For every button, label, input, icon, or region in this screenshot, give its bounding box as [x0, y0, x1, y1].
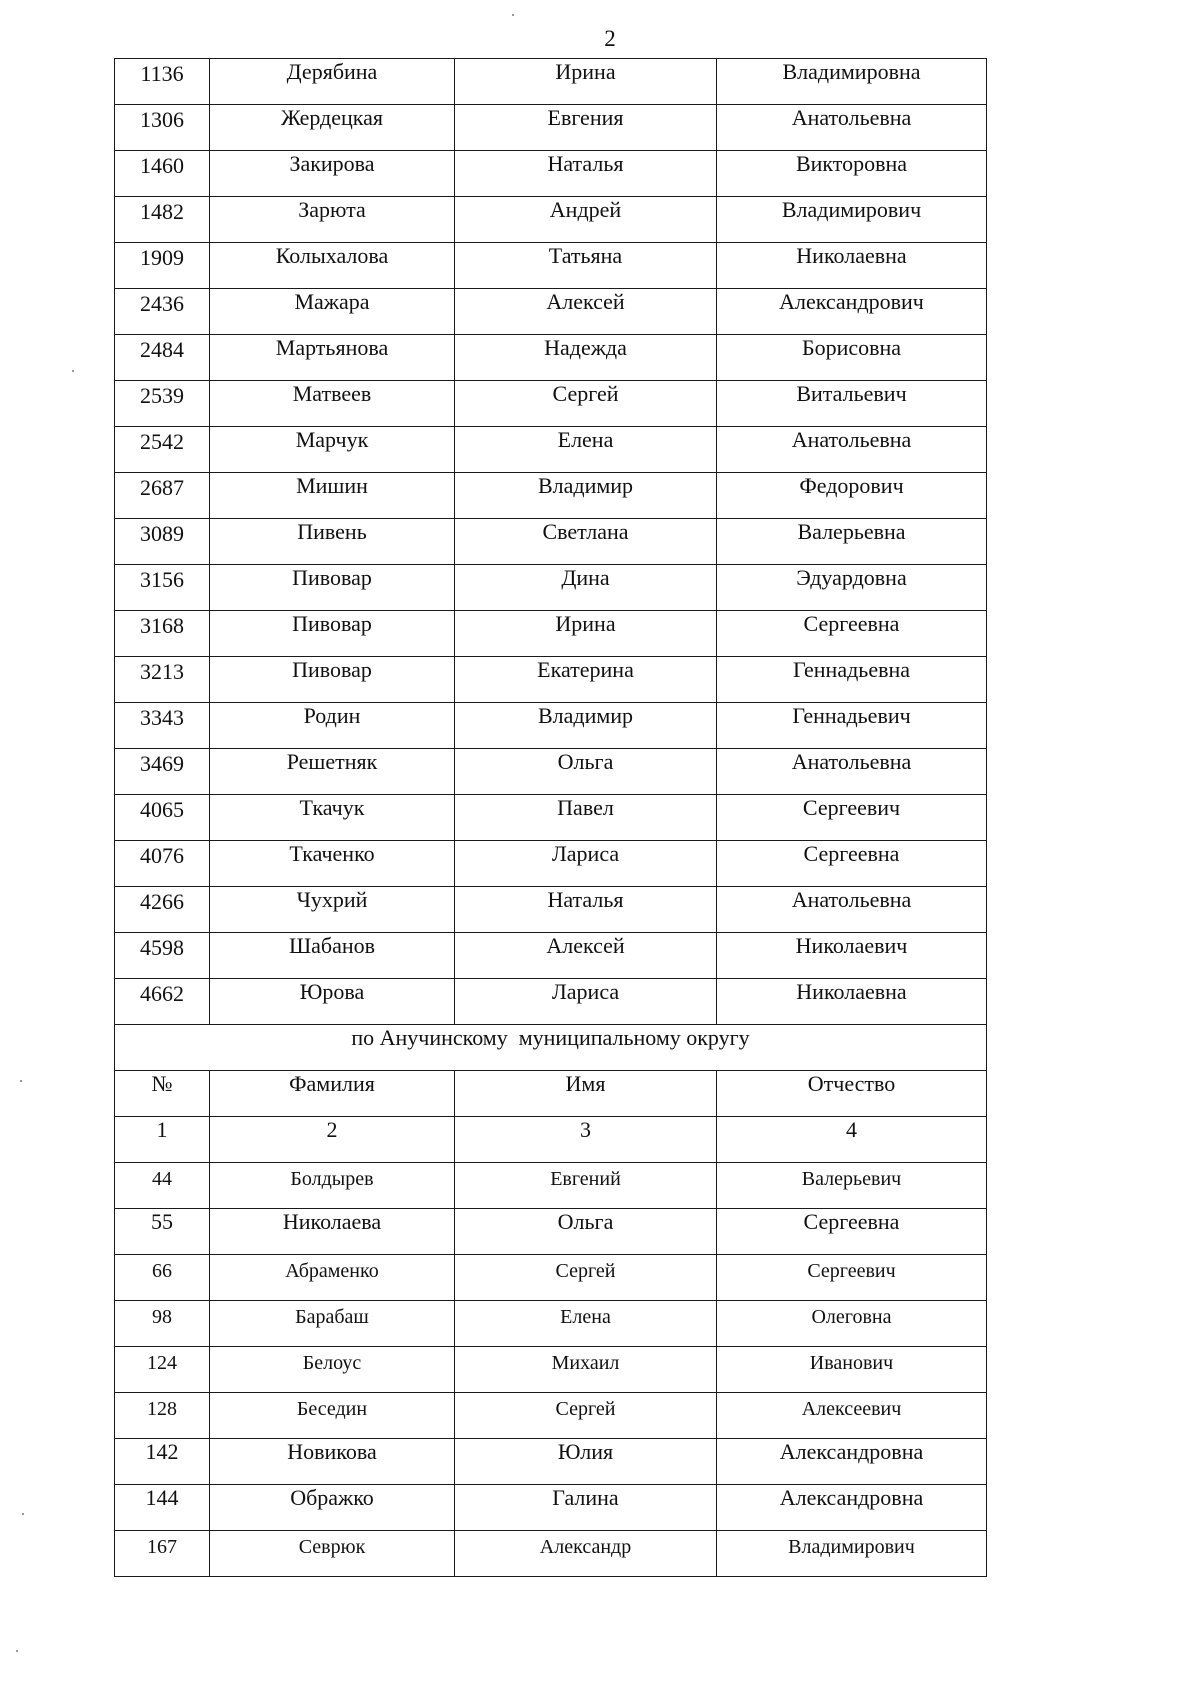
cell-surname: Чухрий [210, 887, 455, 933]
cell-number: 1460 [115, 151, 210, 197]
cell-surname: Жердецкая [210, 105, 455, 151]
cell-patronymic: Геннадьевич [717, 703, 987, 749]
cell-surname: Абраменко [210, 1255, 455, 1301]
cell-surname: Колыхалова [210, 243, 455, 289]
header-number: № [115, 1071, 210, 1117]
cell-patronymic: Эдуардовна [717, 565, 987, 611]
cell-patronymic: Федорович [717, 473, 987, 519]
cell-number: 1482 [115, 197, 210, 243]
scan-speck [22, 1513, 24, 1515]
cell-first-name: Владимир [455, 703, 717, 749]
cell-number: 4662 [115, 979, 210, 1025]
cell-number: 66 [115, 1255, 210, 1301]
cell-number: 2687 [115, 473, 210, 519]
cell-surname: Родин [210, 703, 455, 749]
section-title: по Анучинскому муниципальному округу [115, 1025, 987, 1071]
cell-first-name: Сергей [455, 1255, 717, 1301]
cell-number: 167 [115, 1531, 210, 1577]
cell-number: 3343 [115, 703, 210, 749]
cell-patronymic: Олеговна [717, 1301, 987, 1347]
cell-number: 3168 [115, 611, 210, 657]
cell-number: 144 [115, 1485, 210, 1531]
cell-first-name: Михаил [455, 1347, 717, 1393]
cell-patronymic: Александровна [717, 1439, 987, 1485]
scan-speck [512, 14, 514, 16]
cell-patronymic: Анатольевна [717, 427, 987, 473]
cell-patronymic: Николаевна [717, 243, 987, 289]
cell-patronymic: Валерьевна [717, 519, 987, 565]
table-row [115, 59, 987, 105]
cell-surname: Ткачук [210, 795, 455, 841]
cell-patronymic: Владимирович [717, 197, 987, 243]
cell-first-name: Надежда [455, 335, 717, 381]
cell-first-name: Владимир [455, 473, 717, 519]
cell-surname: Зарюта [210, 197, 455, 243]
cell-surname: Мишин [210, 473, 455, 519]
cell-patronymic: Александрович [717, 289, 987, 335]
header-col-4: 4 [717, 1117, 987, 1163]
cell-patronymic: Сергеевна [717, 611, 987, 657]
page-number: 2 [604, 26, 616, 51]
cell-patronymic: Владимирович [717, 1531, 987, 1577]
table-row [115, 197, 987, 243]
cell-first-name: Евгений [455, 1163, 717, 1209]
cell-first-name: Лариса [455, 841, 717, 887]
cell-number: 2484 [115, 335, 210, 381]
table-row [115, 1163, 987, 1209]
table-row [115, 427, 987, 473]
table-row [115, 1485, 987, 1531]
cell-number: 3469 [115, 749, 210, 795]
cell-number: 2542 [115, 427, 210, 473]
cell-surname: Шабанов [210, 933, 455, 979]
cell-patronymic: Анатольевна [717, 749, 987, 795]
cell-surname: Решетняк [210, 749, 455, 795]
table-row [115, 473, 987, 519]
cell-number: 44 [115, 1163, 210, 1209]
cell-first-name: Александр [455, 1531, 717, 1577]
cell-patronymic: Алексеевич [717, 1393, 987, 1439]
cell-surname: Пивень [210, 519, 455, 565]
cell-patronymic: Валерьевич [717, 1163, 987, 1209]
table-row [115, 933, 987, 979]
cell-patronymic: Сергеевич [717, 1255, 987, 1301]
header-patronymic: Отчество [717, 1071, 987, 1117]
cell-patronymic: Иванович [717, 1347, 987, 1393]
cell-first-name: Екатерина [455, 657, 717, 703]
cell-first-name: Ирина [455, 611, 717, 657]
cell-first-name: Ольга [455, 749, 717, 795]
table-row [115, 657, 987, 703]
cell-surname: Ткаченко [210, 841, 455, 887]
table-row [115, 1209, 987, 1255]
header-col-1: 1 [115, 1117, 210, 1163]
cell-first-name: Лариса [455, 979, 717, 1025]
cell-first-name: Елена [455, 427, 717, 473]
cell-first-name: Наталья [455, 151, 717, 197]
cell-number: 2539 [115, 381, 210, 427]
table-row [115, 519, 987, 565]
cell-patronymic: Геннадьевна [717, 657, 987, 703]
cell-patronymic: Борисовна [717, 335, 987, 381]
table-row [115, 289, 987, 335]
cell-number: 1136 [115, 59, 210, 105]
scan-speck [72, 370, 74, 372]
cell-patronymic: Николаевна [717, 979, 987, 1025]
cell-number: 2436 [115, 289, 210, 335]
cell-patronymic: Сергеевна [717, 841, 987, 887]
cell-first-name: Алексей [455, 289, 717, 335]
table-row [115, 105, 987, 151]
cell-surname: Марчук [210, 427, 455, 473]
cell-surname: Пивовар [210, 611, 455, 657]
cell-number: 4076 [115, 841, 210, 887]
cell-patronymic: Анатольевна [717, 887, 987, 933]
cell-first-name: Сергей [455, 381, 717, 427]
cell-patronymic: Александровна [717, 1485, 987, 1531]
cell-number: 128 [115, 1393, 210, 1439]
cell-number: 4065 [115, 795, 210, 841]
cell-number: 124 [115, 1347, 210, 1393]
table-row [115, 151, 987, 197]
cell-surname: Дерябина [210, 59, 455, 105]
header-col-2: 2 [210, 1117, 455, 1163]
cell-surname: Юрова [210, 979, 455, 1025]
table-row [115, 703, 987, 749]
table-row [115, 565, 987, 611]
scan-speck [20, 1080, 22, 1082]
table-row [115, 1439, 987, 1485]
header-col-3: 3 [455, 1117, 717, 1163]
cell-surname: Барабаш [210, 1301, 455, 1347]
cell-surname: Пивовар [210, 565, 455, 611]
cell-first-name: Юлия [455, 1439, 717, 1485]
header-row [115, 1071, 987, 1117]
table-row [115, 1531, 987, 1577]
cell-first-name: Сергей [455, 1393, 717, 1439]
cell-first-name: Татьяна [455, 243, 717, 289]
cell-first-name: Алексей [455, 933, 717, 979]
cell-first-name: Дина [455, 565, 717, 611]
table-row [115, 979, 987, 1025]
cell-surname: Новикова [210, 1439, 455, 1485]
roster-table [114, 58, 987, 1577]
cell-patronymic: Николаевич [717, 933, 987, 979]
cell-number: 3156 [115, 565, 210, 611]
table-row [115, 1393, 987, 1439]
cell-number: 1306 [115, 105, 210, 151]
cell-patronymic: Сергеевна [717, 1209, 987, 1255]
table-body [115, 59, 987, 1577]
cell-patronymic: Викторовна [717, 151, 987, 197]
cell-number: 98 [115, 1301, 210, 1347]
cell-surname: Николаева [210, 1209, 455, 1255]
cell-first-name: Светлана [455, 519, 717, 565]
table-row [115, 795, 987, 841]
cell-patronymic: Анатольевна [717, 105, 987, 151]
table-row [115, 611, 987, 657]
table-row [115, 243, 987, 289]
table-row [115, 841, 987, 887]
cell-surname: Мартьянова [210, 335, 455, 381]
header-surname: Фамилия [210, 1071, 455, 1117]
cell-surname: Пивовар [210, 657, 455, 703]
cell-first-name: Елена [455, 1301, 717, 1347]
cell-surname: Матвеев [210, 381, 455, 427]
table-row [115, 749, 987, 795]
section-row [115, 1025, 987, 1071]
header-first-name: Имя [455, 1071, 717, 1117]
cell-patronymic: Витальевич [717, 381, 987, 427]
cell-first-name: Павел [455, 795, 717, 841]
table-row [115, 1301, 987, 1347]
cell-first-name: Андрей [455, 197, 717, 243]
table-row [115, 887, 987, 933]
cell-number: 4266 [115, 887, 210, 933]
table-row [115, 381, 987, 427]
cell-surname: Мажара [210, 289, 455, 335]
cell-patronymic: Владимировна [717, 59, 987, 105]
table-row [115, 335, 987, 381]
cell-number: 142 [115, 1439, 210, 1485]
cell-number: 3213 [115, 657, 210, 703]
cell-surname: Белоус [210, 1347, 455, 1393]
cell-surname: Ображко [210, 1485, 455, 1531]
scan-speck [16, 1650, 18, 1652]
cell-number: 55 [115, 1209, 210, 1255]
table-row [115, 1347, 987, 1393]
cell-first-name: Евгения [455, 105, 717, 151]
cell-surname: Закирова [210, 151, 455, 197]
cell-patronymic: Сергеевич [717, 795, 987, 841]
cell-first-name: Наталья [455, 887, 717, 933]
cell-first-name: Галина [455, 1485, 717, 1531]
cell-number: 4598 [115, 933, 210, 979]
header-numbers-row [115, 1117, 987, 1163]
cell-surname: Беседин [210, 1393, 455, 1439]
cell-first-name: Ирина [455, 59, 717, 105]
cell-surname: Севрюк [210, 1531, 455, 1577]
cell-first-name: Ольга [455, 1209, 717, 1255]
cell-number: 1909 [115, 243, 210, 289]
cell-surname: Болдырев [210, 1163, 455, 1209]
cell-number: 3089 [115, 519, 210, 565]
table-row [115, 1255, 987, 1301]
